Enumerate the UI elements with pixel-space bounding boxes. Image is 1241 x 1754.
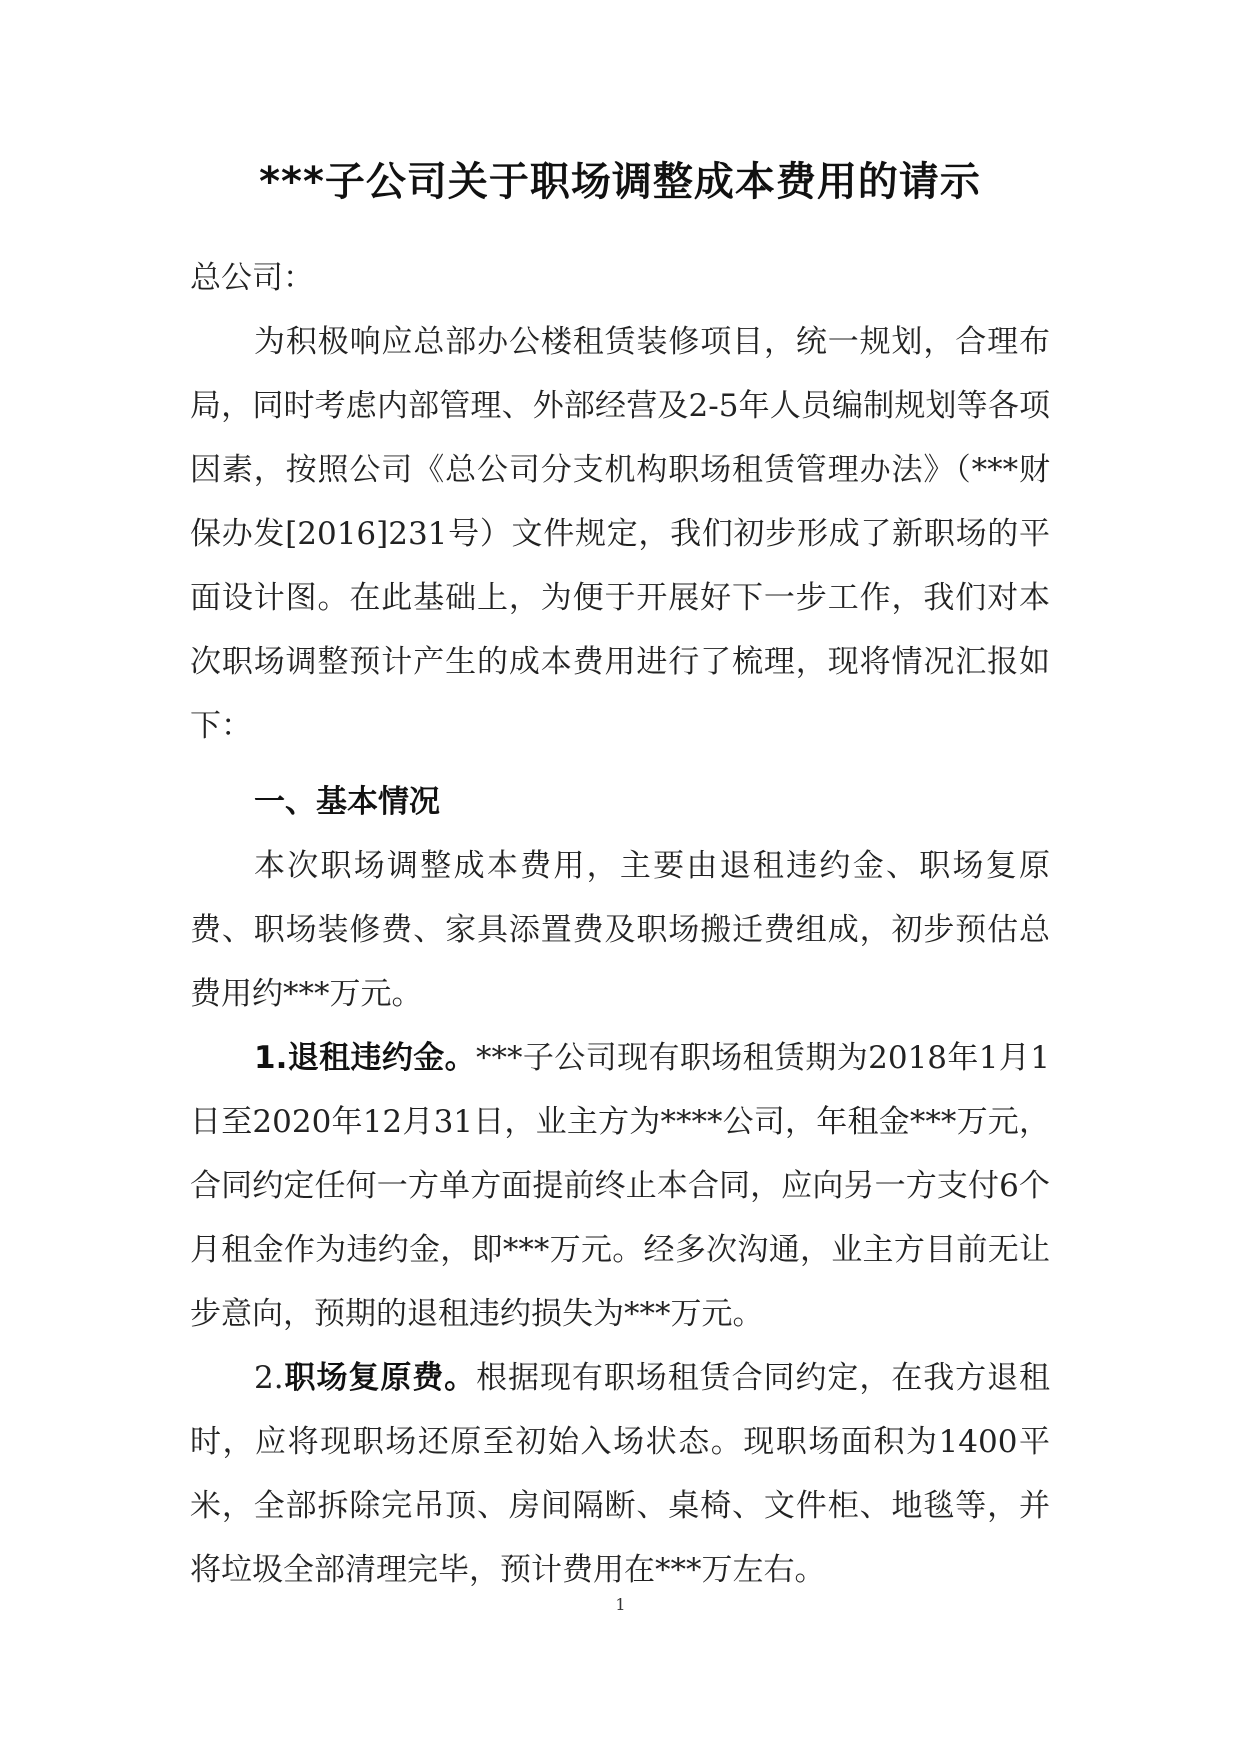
item-paragraph-2 (190, 1346, 1050, 1602)
item-2-prefix: 2. (254, 1360, 284, 1396)
section-heading: 一、基本情况 (254, 784, 440, 820)
item-1-lead: 退租违约金。 (287, 1040, 477, 1076)
salutation: 总公司： (190, 260, 314, 296)
item-1-body: ***子公司现有职场租赁期为2018年1月1日至2020年12月31日，业主方为****公司，年租金***万元，合同约定任何一方单方面提前终止本合同，应向另一方支付6个月租金作为违约金，即***万元。经多次沟通，业主方目前无让步意向，预期的退租违约损失为***万元。 (190, 1040, 1051, 1332)
intro-paragraph: 为积极响应总部办公楼租赁装修项目，统一规划，合理布局，同时考虑内部管理、外部经营及2-5年人员编制规划等各项因素，按照公司《总公司分支机构职场租赁管理办法》（***财保办发[2016]231号）文件规定，我们初步形成了新职场的平面设计图。在此基础上，为便于开展好下一步工作，我们对本次职场调整预计产生的成本费用进行了梳理，现将情况汇报如下： (190, 324, 1050, 744)
document-title: ***子公司关于职场调整成本费用的请示 (259, 159, 981, 205)
item-paragraph-1 (190, 1026, 1050, 1346)
item-2-body: 根据现有职场租赁合同约定，在我方退租时，应将现职场还原至初始入场状态。现职场面积为1400平米，全部拆除完吊顶、房间隔断、桌椅、文件柜、地毯等，并将垃圾全部清理完毕，预计费用在***万左右。 (190, 1360, 1051, 1588)
item-2-lead: 职场复原费。 (283, 1360, 477, 1396)
page-number: 1 (615, 1595, 626, 1614)
section-paragraph: 本次职场调整成本费用，主要由退租违约金、职场复原费、职场装修费、家具添置费及职场搬迁费组成，初步预估总费用约***万元。 (190, 848, 1050, 1012)
item-1-prefix: 1. (254, 1040, 288, 1076)
